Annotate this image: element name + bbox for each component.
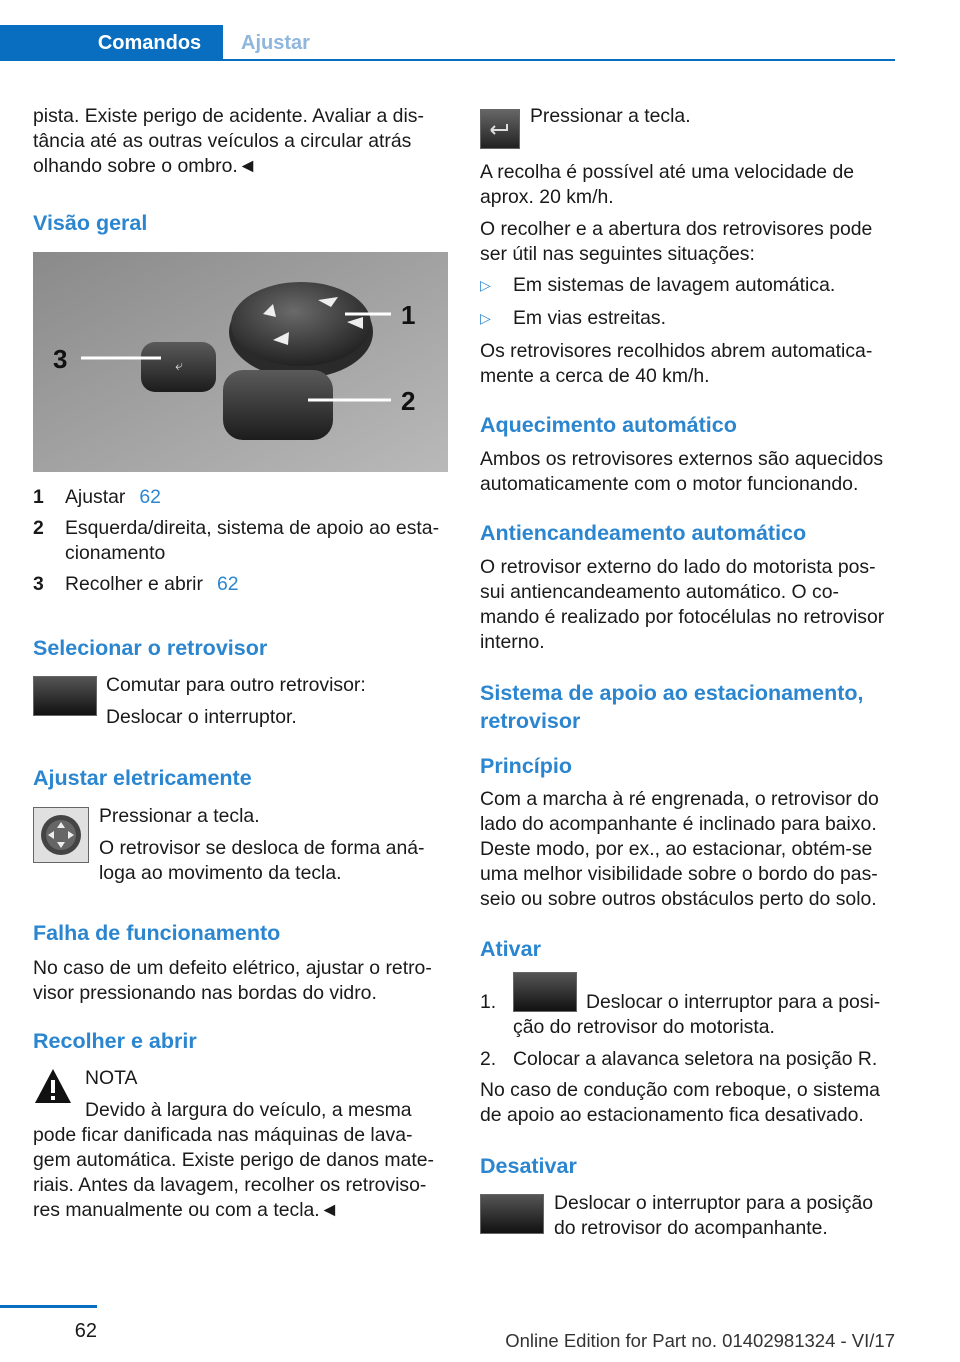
tab-comandos[interactable] [0, 25, 223, 61]
switch-icon [513, 972, 577, 1012]
deactivate-text: Deslocar o interruptor para a posição do retrovisor do acompanhante. [554, 1192, 874, 1239]
heat-text: Ambos os retrovisores externos são aquecidos automaticamente com o motor funcionando. [480, 448, 884, 495]
tab-comandos-label: Comandos [97, 31, 202, 54]
mirror-switch-photo [33, 252, 448, 472]
callout-2: 2 [401, 386, 416, 416]
note-line-1: Devido à largura do veículo, a mesma [85, 1099, 412, 1121]
list-item: Em vias estreitas. [513, 307, 667, 329]
footer-rule [0, 1305, 97, 1308]
dim-text: O retrovisor externo do lado do motorista pos- sui antiencandeamento automático. O co- mando é realizado por fotocélulas no retrovisor interno. [480, 556, 885, 653]
edition-note: Online Edition for Part no. 01402981324 - VI/17 [505, 1330, 895, 1351]
page-ref[interactable]: 62 [216, 573, 239, 595]
callout-1: 1 [401, 300, 416, 330]
select-text: Comutar para outro retrovisor: Deslocar o interruptor. [106, 674, 366, 728]
page-ref[interactable]: 62 [139, 486, 161, 508]
tow-text: No caso de condução com reboque, o sistema de apoio ao estacionamento fica desativado. [480, 1079, 880, 1126]
principle-heading: Princípio [480, 754, 572, 778]
press-key-text: Pressionar a tecla. [530, 105, 691, 127]
tab-ajustar-label: Ajustar [241, 31, 310, 54]
step-1-line-2: ção do retrovisor do motorista. [513, 1016, 775, 1038]
activate-heading: Ativar [480, 937, 541, 961]
warning-icon [33, 1066, 73, 1106]
deactivate-heading: Desativar [480, 1154, 577, 1178]
fold-speed-text: A recolha é possível até uma velocidade de aprox. 20 km/h. O recolher e a abertura dos retrovisores pode ser útil nas seguintes situações: [480, 161, 873, 265]
failure-heading: Falha de funcionamento [33, 921, 281, 945]
overview-heading: Visão geral [33, 211, 148, 235]
reopen-text: Os retrovisores recolhidos abrem automatica- mente a cerca de 40 km/h. [480, 340, 873, 387]
tab-ajustar[interactable] [223, 25, 333, 61]
situations-list: ▷ Em sistemas de lavagem automática. ▷ Em vias estreitas. [480, 274, 836, 329]
switch-icon [480, 1194, 544, 1234]
intro-text: pista. Existe perigo de acidente. Avaliar a dis- tância até as outras veículos a circular atrás olhando sobre o ombro.◄ [33, 105, 424, 177]
step-1-line-1: Deslocar o interruptor para a posi- [586, 991, 881, 1013]
note-text: pode ficar danificada nas máquinas de lava- gem automática. Existe perigo de danos mate- riais. Antes da lavagem, recolher os retroviso- res manualmente ou com a tecla.◄ [33, 1124, 434, 1221]
heat-heading: Aquecimento automático [480, 413, 737, 437]
header-rule [223, 59, 895, 61]
step-num: 2. [480, 1048, 497, 1070]
dim-heading: Antiencandeamento automático [480, 521, 807, 545]
select-heading: Selecionar o retrovisor [33, 636, 268, 660]
direction-pad-icon [33, 807, 89, 863]
step-num: 1. [480, 991, 497, 1013]
electric-heading: Ajustar eletricamente [33, 766, 252, 790]
fold-key-icon [480, 109, 520, 149]
figure-legend: 1 Ajustar 62 2 Esquerda/direita, sistema de apoio ao esta- cionamento 3 Recolher e abrir 62 [33, 486, 440, 595]
svg-text:⤶: ⤶ [175, 357, 183, 373]
page-number: 62 [74, 1320, 97, 1342]
step-2-text: Colocar a alavanca seletora na posição R. [513, 1048, 878, 1070]
park-heading: Sistema de apoio ao estacionamento, retrovisor [480, 681, 864, 733]
fold-heading: Recolher e abrir [33, 1029, 197, 1053]
callout-3: 3 [53, 344, 68, 374]
list-item: Em sistemas de lavagem automática. [513, 274, 836, 296]
note-title: NOTA [85, 1067, 138, 1089]
switch-icon [33, 676, 97, 716]
electric-text: Pressionar a tecla. O retrovisor se desloca de forma aná- loga ao movimento da tecla. [99, 805, 425, 884]
principle-text: Com a marcha à ré engrenada, o retrovisor do lado do acompanhante é inclinado para baixo. Deste modo, por ex., ao estacionar, obtém-se uma melhor visibilidade sobre o bordo do pas- seio ou sobre outros obstáculos perto do solo. [480, 788, 879, 910]
failure-text: No caso de um defeito elétrico, ajustar o retro- visor pressionando nas bordas do vidro. [33, 957, 432, 1004]
